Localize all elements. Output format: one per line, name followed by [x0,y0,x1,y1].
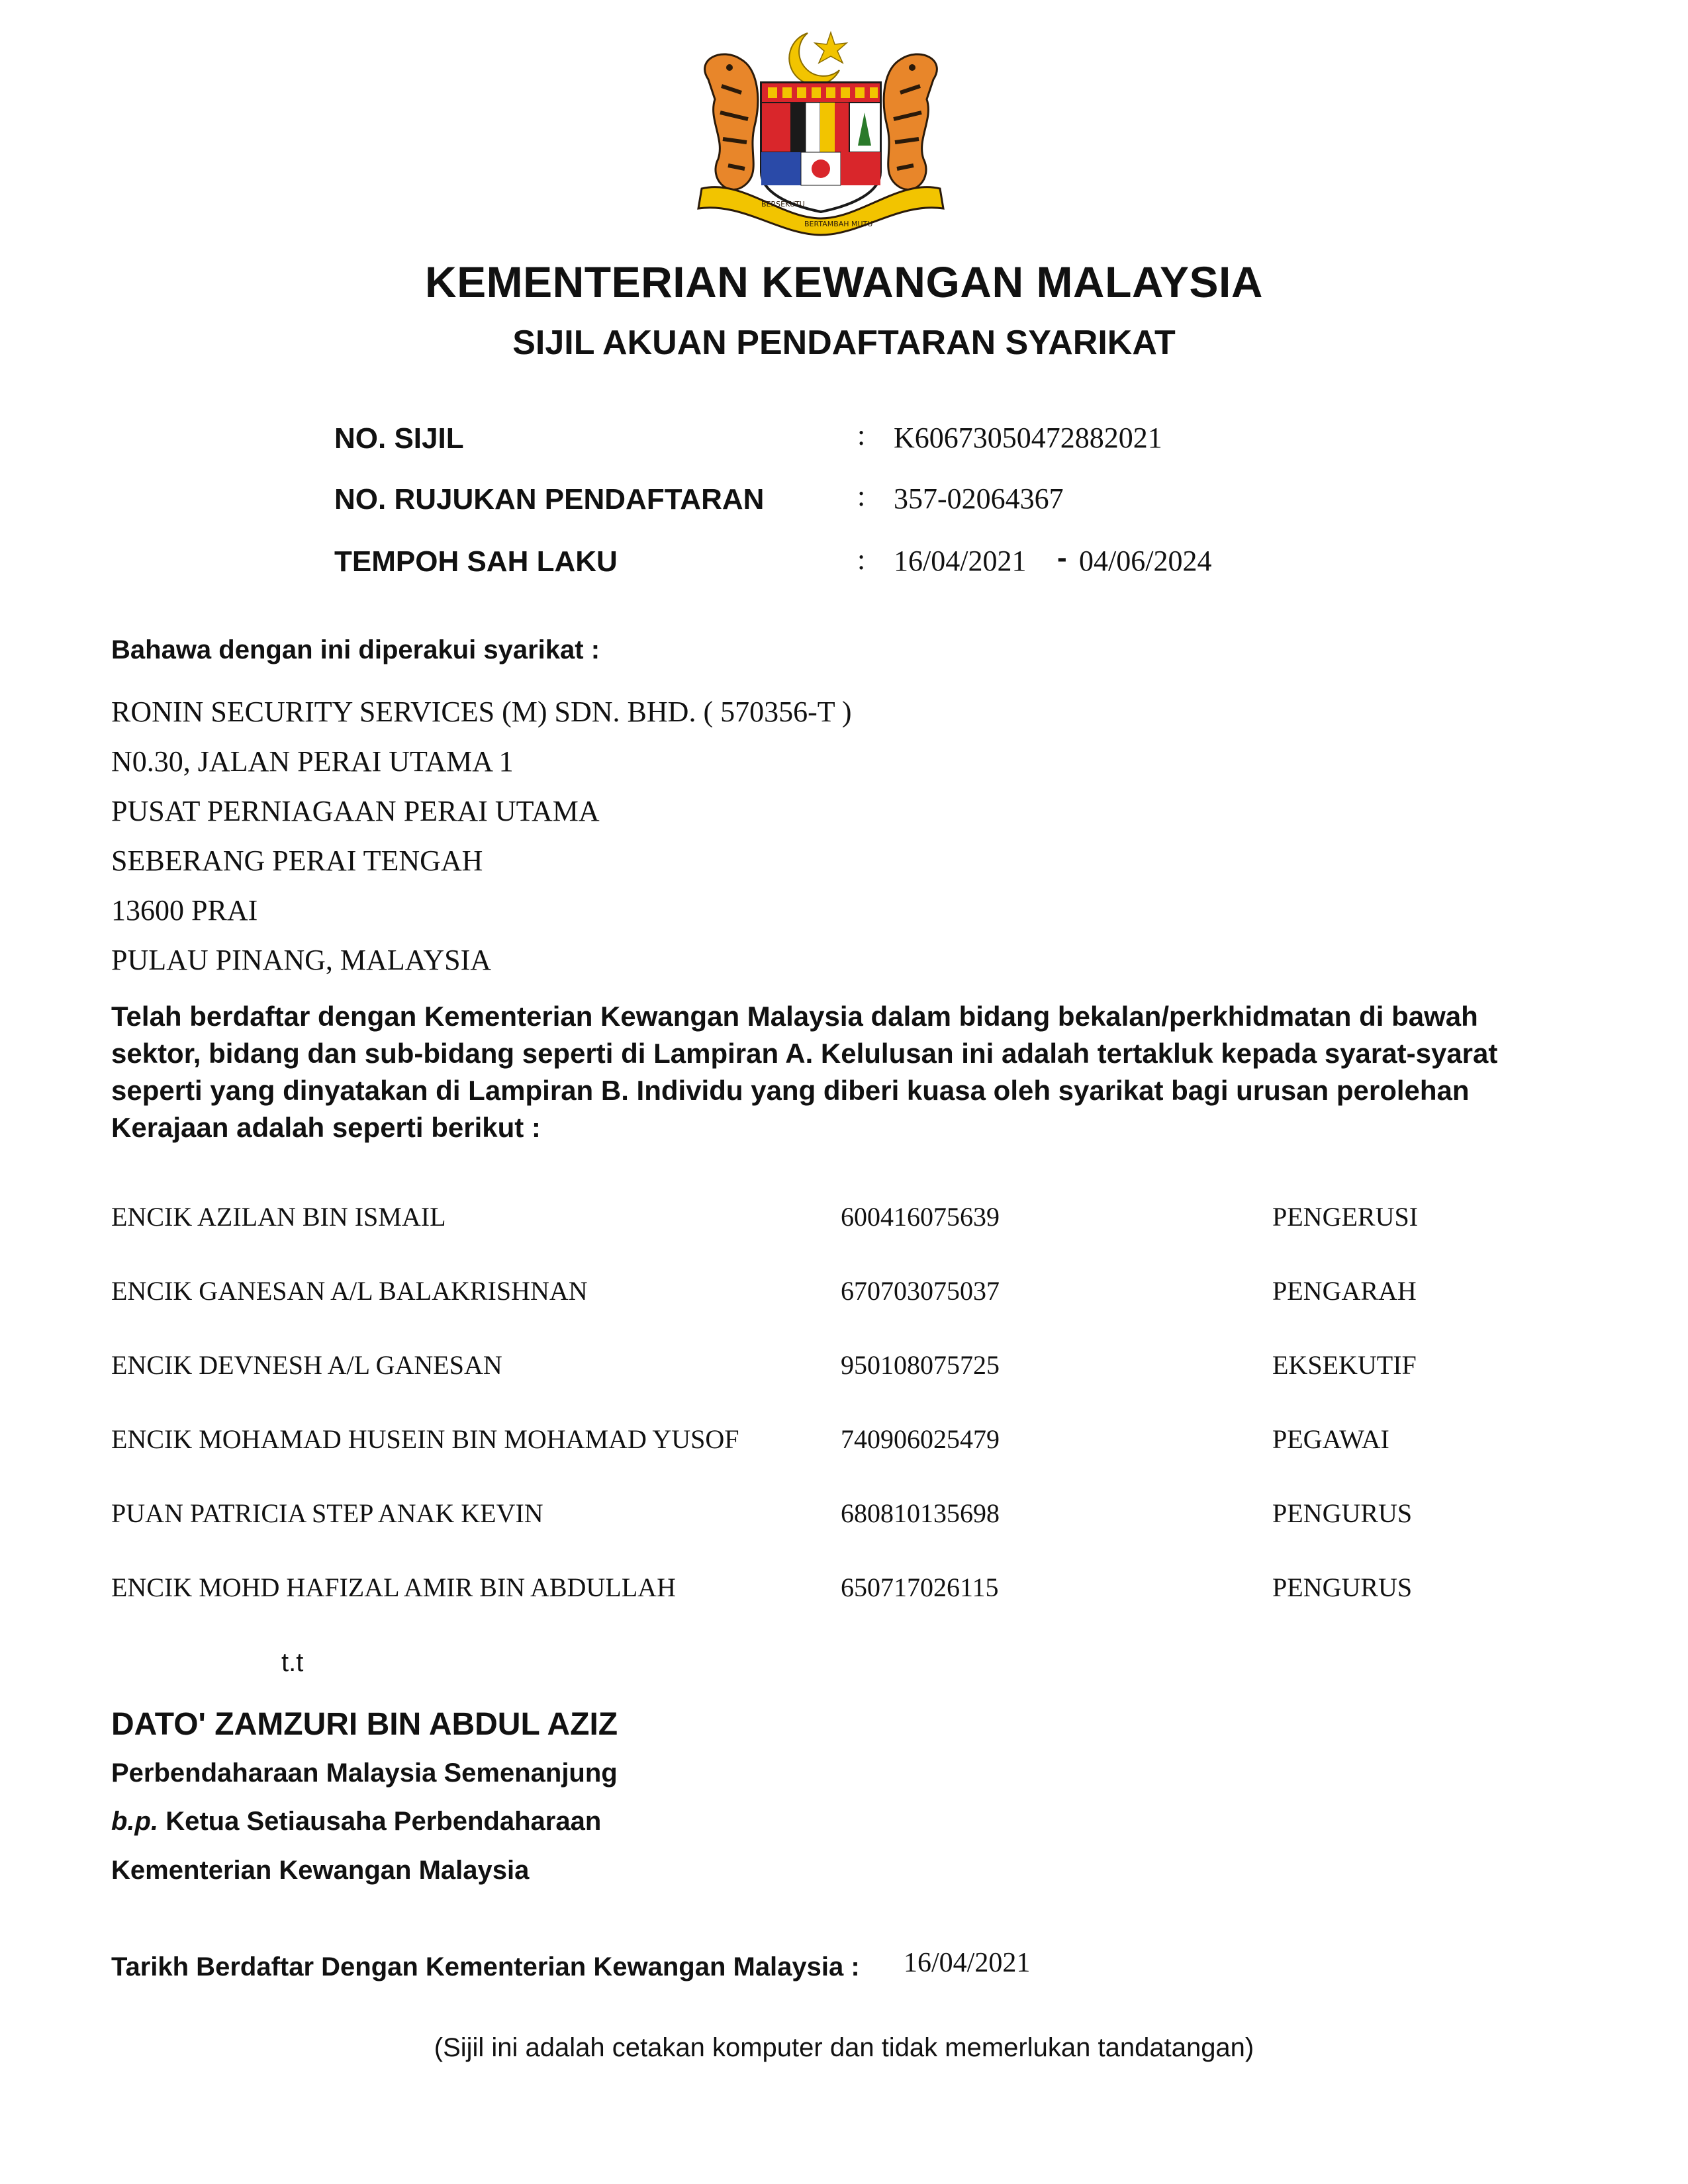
registration-date-label: Tarikh Berdaftar Dengan Kementerian Kewangan Malaysia : [111,1952,860,1981]
cert-no-value: K60673050472882021 [894,422,1162,454]
person-name: ENCIK DEVNESH A/L GANESAN [111,1350,502,1380]
coat-of-arms-emblem [682,20,960,238]
validity-separator: - [1057,541,1067,574]
company-name: RONIN SECURITY SERVICES (M) SDN. BHD. ( 570356-T ) [111,696,852,728]
address-line: N0.30, JALAN PERAI UTAMA 1 [111,745,514,778]
colon: : [857,543,866,576]
validity-to: 04/06/2024 [1079,545,1212,577]
signatory-ministry: Kementerian Kewangan Malaysia [111,1856,530,1885]
address-line: PUSAT PERNIAGAAN PERAI UTAMA [111,795,600,827]
person-role: PENGARAH [1272,1276,1417,1306]
person-role: EKSEKUTIF [1272,1350,1417,1380]
registration-date: 16/04/2021 [904,1948,1031,1978]
ref-no-label: NO. RUJUKAN PENDAFTARAN [334,483,765,516]
signatory-name: DATO' ZAMZURI BIN ABDUL AZIZ [111,1707,618,1742]
ministry-title: KEMENTERIAN KEWANGAN MALAYSIA [424,257,1264,306]
cert-no-label: NO. SIJIL [334,422,464,455]
person-name: ENCIK MOHD HAFIZAL AMIR BIN ABDULLAH [111,1572,676,1602]
colon: : [857,419,866,451]
certificate-title: SIJIL AKUAN PENDAFTARAN SYARIKAT [512,324,1176,362]
person-id: 680810135698 [841,1498,1000,1528]
bp-abbrev: b.p. [111,1807,159,1836]
validity-label: TEMPOH SAH LAKU [334,545,618,578]
signatory-designation [111,1807,601,1837]
address-line: SEBERANG PERAI TENGAH [111,844,483,877]
ref-no-value: 357-02064367 [894,482,1064,515]
crest-motto-right: BERTAMBAH MUTU [804,220,873,228]
tt-mark: t.t [281,1648,304,1677]
validity-from: 16/04/2021 [894,545,1027,577]
footnote: (Sijil ini adalah cetakan komputer dan tidak memerlukan tandatangan) [434,2033,1254,2062]
person-id: 650717026115 [841,1572,999,1602]
person-role: PEGAWAI [1272,1424,1389,1454]
person-id: 600416075639 [841,1202,1000,1232]
address-line: 13600 PRAI [111,894,258,927]
person-name: ENCIK GANESAN A/L BALAKRISHNAN [111,1276,588,1306]
crest-motto-left: BERSEKUTU [761,200,805,208]
person-id: 740906025479 [841,1424,1000,1454]
person-role: PENGURUS [1272,1572,1413,1602]
person-role: PENGERUSI [1272,1202,1419,1232]
person-name: ENCIK MOHAMAD HUSEIN BIN MOHAMAD YUSOF [111,1424,739,1454]
person-id: 670703075037 [841,1276,1000,1306]
person-id: 950108075725 [841,1350,1000,1380]
colon: : [857,480,866,512]
person-role: PENGURUS [1272,1498,1413,1528]
registration-statement: Telah berdaftar dengan Kementerian Kewangan Malaysia dalam bidang bekalan/perkhidmatan di bawah sektor, bidang dan sub-bidang seperti di Lampiran A. Kelulusan ini adalah tertakluk kepada syarat-syarat seperti yang dinyatakan di Lampiran B. Individu yang diberi kuasa oleh syarikat bagi urusan perolehan Kerajaan adalah seperti berikut : [111,1001,1498,1143]
designation-text: Ketua Setiausaha Perbendaharaan [165,1807,602,1836]
company-intro: Bahawa dengan ini diperakui syarikat : [111,635,600,664]
address-line: PULAU PINANG, MALAYSIA [111,944,492,976]
signatory-office: Perbendaharaan Malaysia Semenanjung [111,1758,618,1788]
person-name: ENCIK AZILAN BIN ISMAIL [111,1202,446,1232]
person-name: PUAN PATRICIA STEP ANAK KEVIN [111,1498,543,1528]
